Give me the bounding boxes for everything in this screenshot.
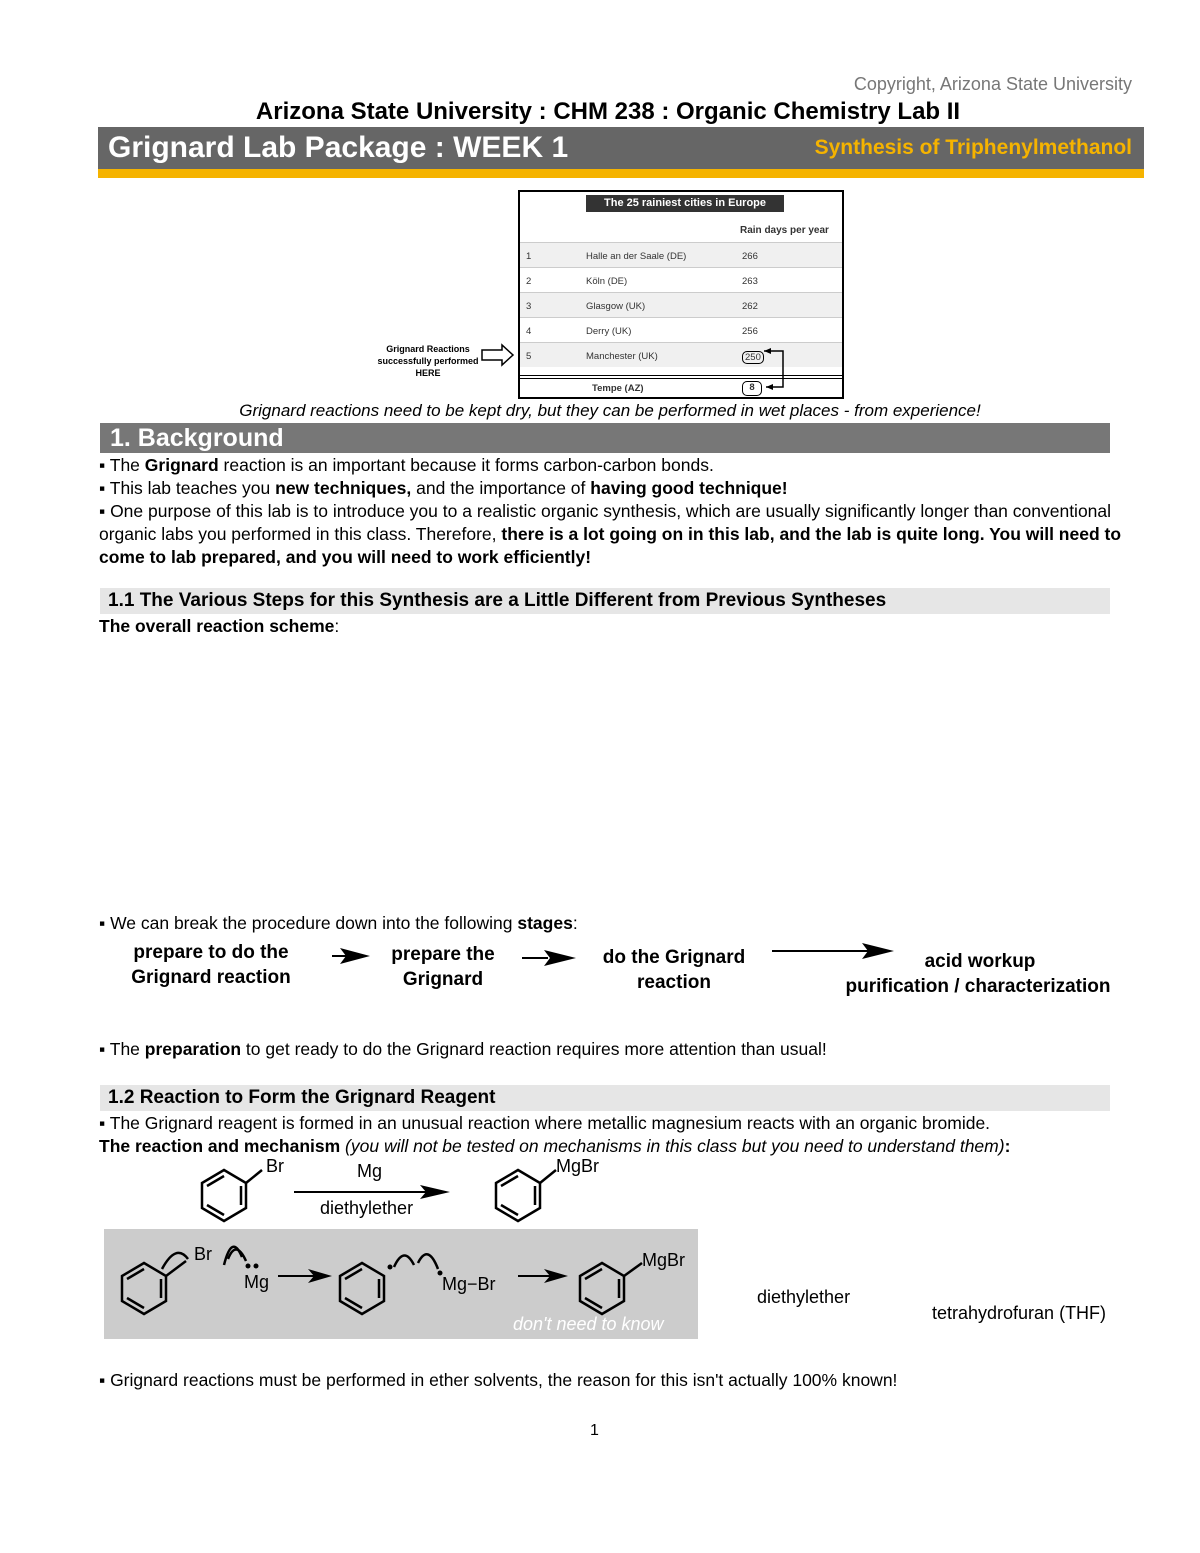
product-mgbr-label: MgBr <box>556 1156 600 1176</box>
footer-city: Tempe (AZ) <box>592 383 644 394</box>
subsection-title-1-1: 1.1 The Various Steps for this Synthesis are a Little Different from Previous Syntheses <box>108 590 887 611</box>
section-title-background: 1. Background <box>110 424 284 452</box>
page-title: Grignard Lab Package : WEEK 1 <box>108 131 569 164</box>
table-row <box>520 317 842 342</box>
copyright-notice: Copyright, Arizona State University <box>853 74 1132 94</box>
row-city: Manchester (UK) <box>586 351 658 362</box>
mechanism-label: The reaction and mechanism (you will not be tested on mechanisms in this class but you need to understand them): <box>99 1136 1011 1156</box>
course-title: Arizona State University : CHM 238 : Organic Chemistry Lab II <box>255 98 961 125</box>
stage-purification: purification / characterization <box>845 976 1111 997</box>
table-row <box>520 292 842 317</box>
stage-do-grignard: do the Grignard reaction <box>602 947 746 993</box>
title-banner-stripe <box>98 169 1144 178</box>
stage-prepare-grignard: prepare the Grignard <box>391 944 495 990</box>
row-rank: 4 <box>526 326 532 337</box>
ether-solvent-note: ▪ Grignard reactions must be performed in ether solvents, the reason for this isn't actually 100% known! <box>99 1370 898 1390</box>
table-column-header: Rain days per year <box>740 225 829 236</box>
reagent-mg-label: Mg <box>357 1161 383 1181</box>
table-annotation-arrows <box>480 340 860 396</box>
stage-acid-workup: acid workup <box>924 951 1036 972</box>
table-title: The 25 rainiest cities in Europe <box>586 195 784 212</box>
bullet-techniques: ▪ This lab teaches you new techniques, and the importance of having good technique! <box>99 478 788 498</box>
mech-mg-br-label: Mg−Br <box>442 1274 496 1294</box>
solvent-label: diethylether <box>320 1198 414 1218</box>
mech-br-label: Br <box>194 1244 212 1264</box>
page-number: 1 <box>590 1422 599 1439</box>
stage-arrows <box>0 935 1200 975</box>
row-city: Köln (DE) <box>586 276 628 287</box>
footer-days: 8 <box>742 381 762 396</box>
subsection-title-1-2: 1.2 Reaction to Form the Grignard Reagent <box>108 1087 496 1108</box>
reaction-scheme-label: The overall reaction scheme: <box>99 616 340 636</box>
solvent-thf: tetrahydrofuran (THF) <box>932 1303 1107 1323</box>
row-days: 266 <box>742 251 758 262</box>
table-side-note: Grignard Reactions successfully performed HERE <box>377 344 479 378</box>
bullet-purpose: ▪ One purpose of this lab is to introduce you to a realistic organic synthesis, which are usually significantly longer than conventional organic labs you performed in this class. Therefore, there is a lot going on in this lab, and the lab is quite long. You will need to come to lab prepared, and you will need to work efficiently! <box>99 501 1122 567</box>
row-days-circled: 250 <box>742 351 764 364</box>
table-row <box>520 267 842 292</box>
row-rank: 5 <box>526 351 532 362</box>
grignard-reagent-note: ▪ The Grignard reagent is formed in an unusual reaction where metallic magnesium reacts with an organic bromide. <box>99 1113 991 1133</box>
bromobenzene-br-label: Br <box>266 1156 284 1176</box>
mech-mg-label: Mg <box>244 1272 270 1292</box>
row-days: 262 <box>742 301 758 312</box>
table-row <box>520 242 842 267</box>
row-rank: 3 <box>526 301 532 312</box>
row-rank: 2 <box>526 276 532 287</box>
row-days: 263 <box>742 276 758 287</box>
bullet-grignard: ▪ The Grignard reaction is an important because it forms carbon-carbon bonds. <box>99 455 714 475</box>
row-rank: 1 <box>526 251 532 262</box>
page-subtitle: Synthesis of Triphenylmethanol <box>814 136 1132 159</box>
row-days: 256 <box>742 326 758 337</box>
dont-need-to-know-note: don't need to know <box>513 1314 664 1334</box>
stages-intro: ▪ We can break the procedure down into the following stages: <box>99 913 578 933</box>
figure-caption: Grignard reactions need to be kept dry, but they can be performed in wet places - from experience! <box>239 401 981 420</box>
mech-mgbr-label: MgBr <box>642 1250 686 1270</box>
row-city: Glasgow (UK) <box>586 301 646 312</box>
preparation-note: ▪ The preparation to get ready to do the Grignard reaction requires more attention than usual! <box>99 1039 827 1059</box>
stage-prepare-to-do: prepare to do the Grignard reaction <box>131 942 291 988</box>
row-city: Derry (UK) <box>586 326 632 337</box>
row-city: Halle an der Saale (DE) <box>586 251 687 262</box>
solvent-diethylether: diethylether <box>757 1287 851 1307</box>
